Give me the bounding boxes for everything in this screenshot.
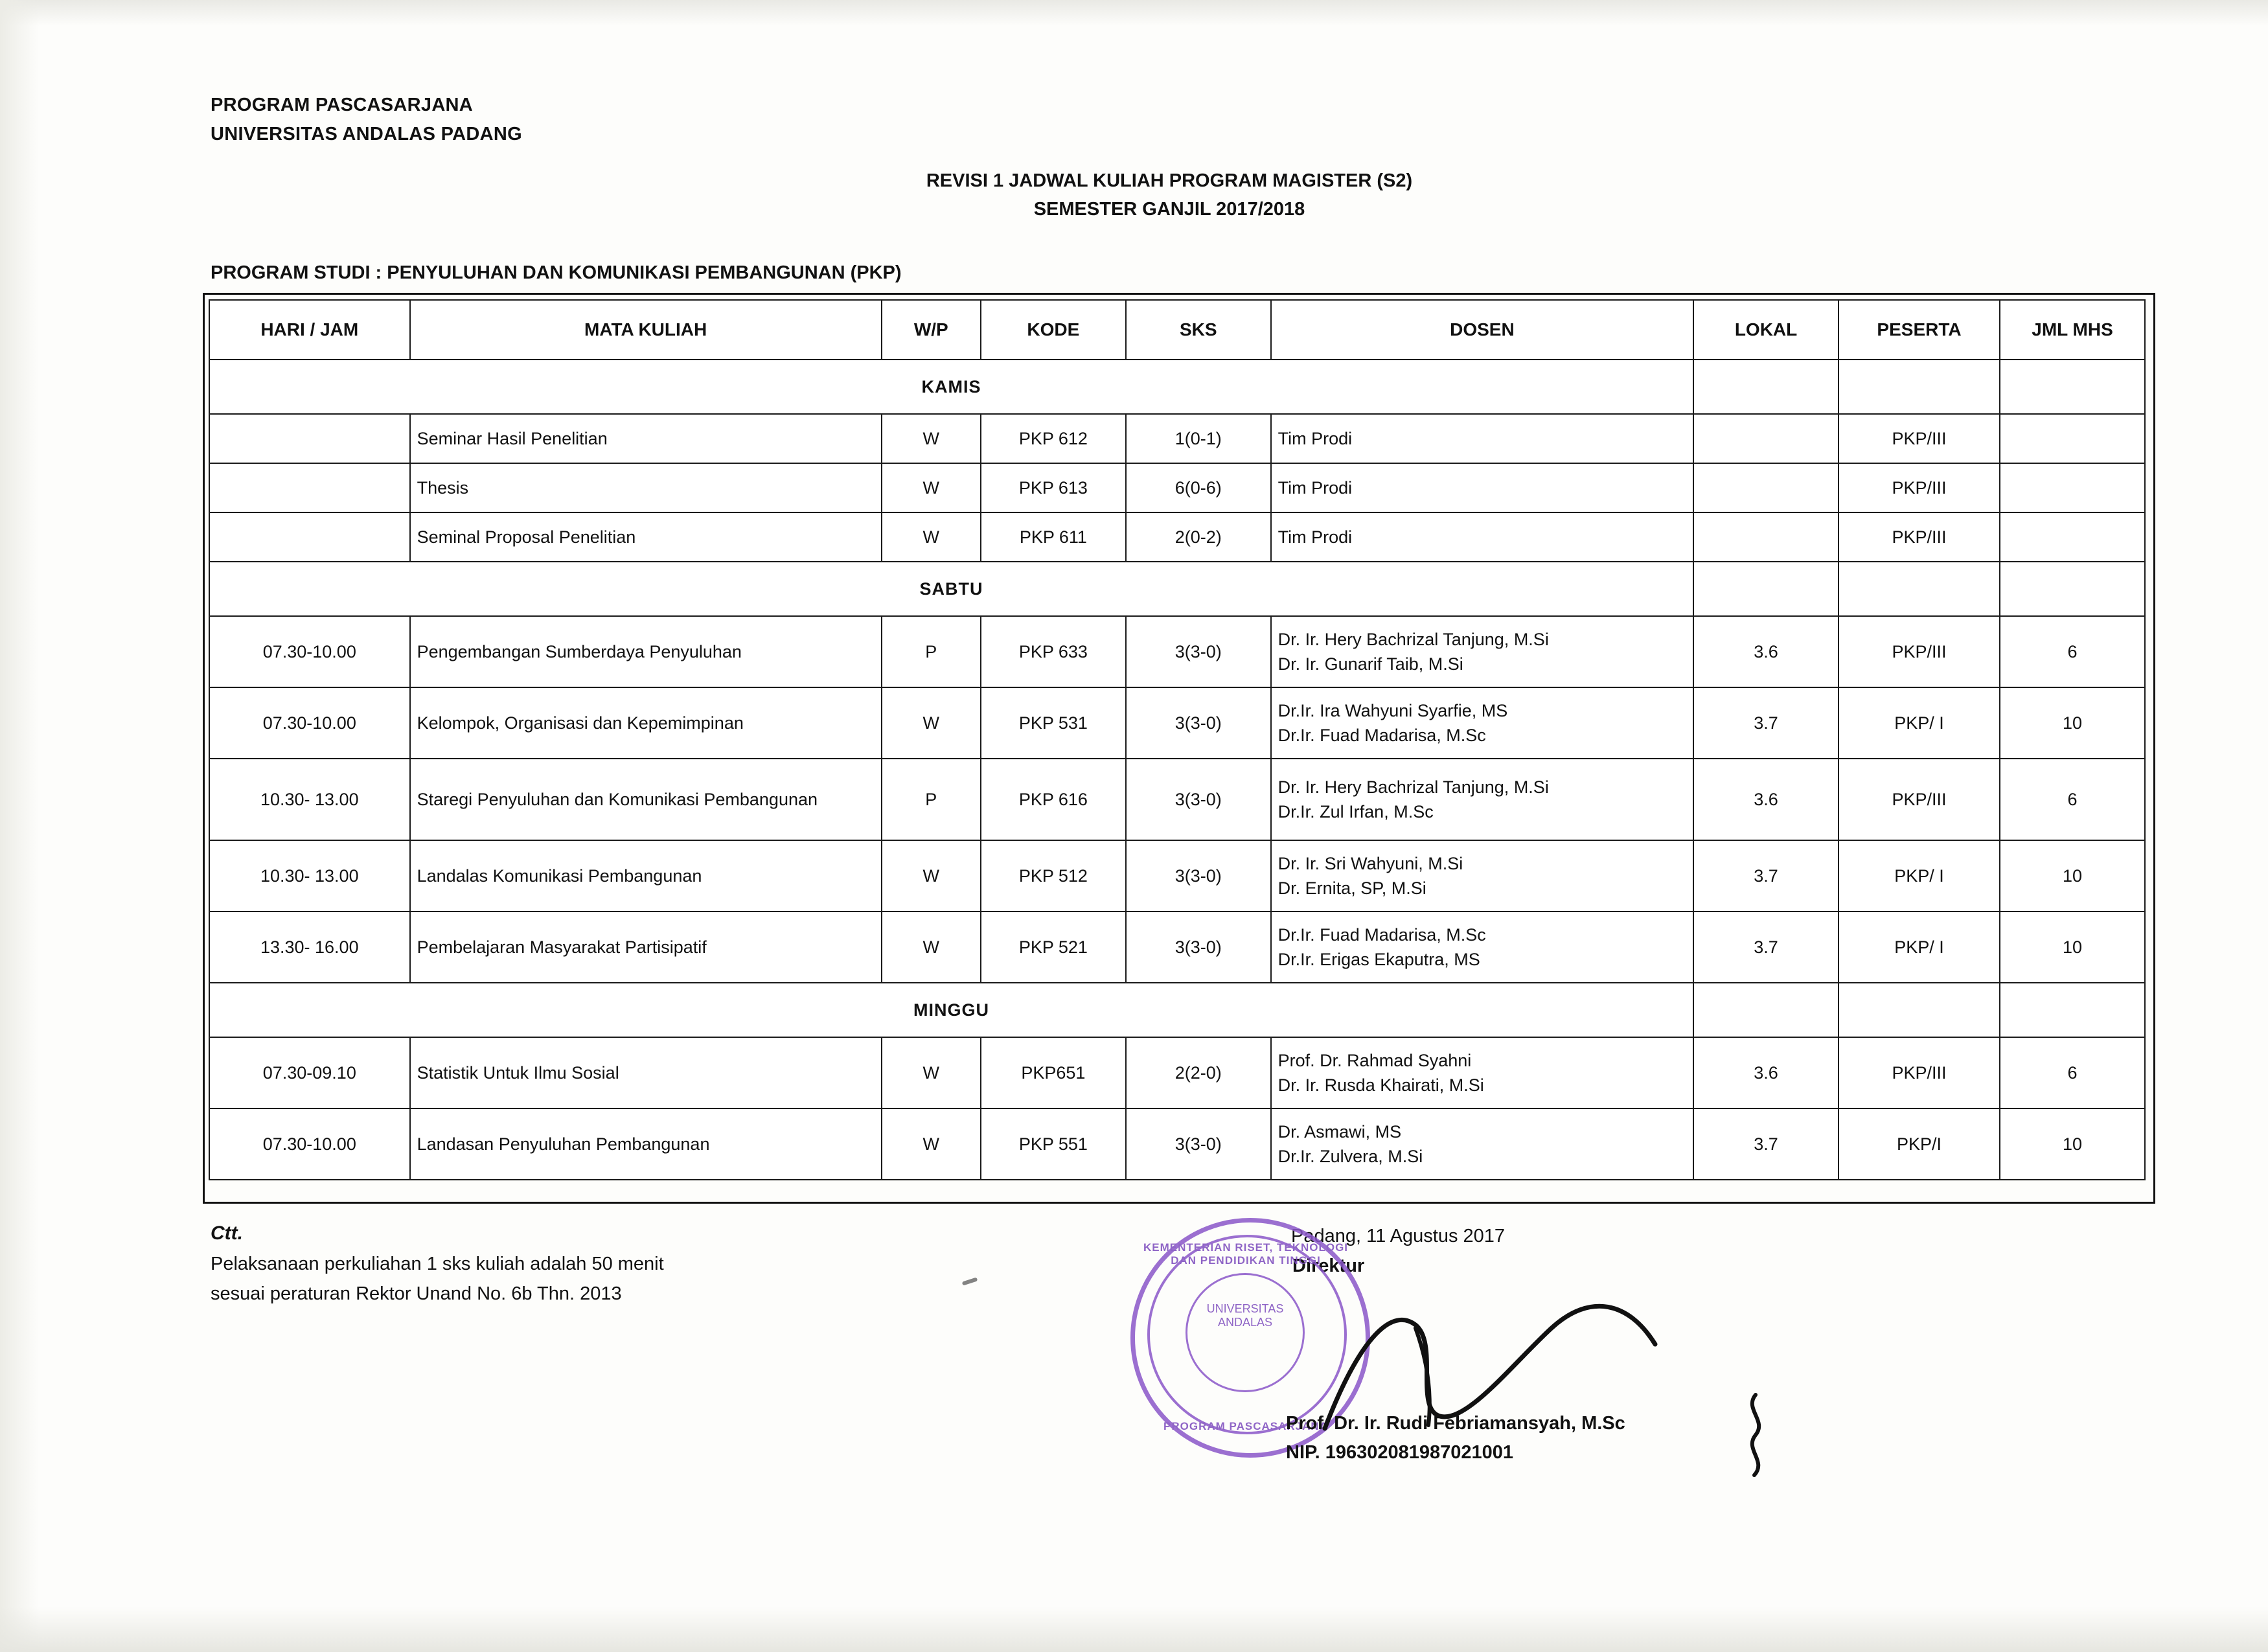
cell-hari-jam: 07.30-09.10 [209, 1037, 410, 1108]
dosen-name: Tim Prodi [1277, 428, 1353, 448]
dosen-name: Dr.Ir. Fuad Madarisa, M.Sc [1277, 924, 1486, 945]
signature-jabatan: Direktur [1292, 1256, 1365, 1277]
dosen-name: Dr.Ir. Erigas Ekaputra, MS [1277, 950, 1480, 969]
notes-title: Ctt. [211, 1222, 243, 1244]
day-separator-row [209, 562, 2145, 616]
dosen-list [1278, 851, 1686, 901]
cell-mata-kuliah: Seminal Proposal Penelitian [410, 512, 882, 562]
cell-kode: PKP 512 [981, 840, 1126, 912]
cell-kode: PKP651 [981, 1037, 1126, 1108]
cell-mata-kuliah: Pengembangan Sumberdaya Penyuluhan [410, 616, 882, 687]
day-separator-blank [2000, 360, 2145, 414]
cell-lokal: 3.6 [1693, 759, 1838, 840]
study-program-line: PROGRAM STUDI : PENYULUHAN DAN KOMUNIKASI PEMBANGUNAN (PKP) [211, 262, 902, 283]
day-separator-blank [2000, 983, 2145, 1037]
cell-hari-jam: 07.30-10.00 [209, 616, 410, 687]
cell-peserta: PKP/ I [1838, 912, 2000, 983]
cell-sks: 6(0-6) [1126, 463, 1271, 512]
cell-jml-mhs [2000, 512, 2145, 562]
table-head [209, 300, 2145, 360]
col-kode: KODE [981, 300, 1126, 360]
notes-block [211, 1218, 664, 1309]
table-row [209, 687, 2145, 759]
cell-sks: 3(3-0) [1126, 759, 1271, 840]
table-row [209, 414, 2145, 463]
cell-lokal: 3.6 [1693, 616, 1838, 687]
dosen-list [1278, 476, 1686, 500]
dosen-list [1278, 1048, 1686, 1098]
cell-peserta: PKP/ I [1838, 687, 2000, 759]
stamp-arc-bottom: PROGRAM PASCASARJANA [1163, 1420, 1328, 1432]
schedule-table [209, 299, 2146, 1180]
stamp-center-text: UNIVERSITAS ANDALAS [1186, 1273, 1305, 1392]
institution-header [211, 91, 522, 149]
day-separator-blank [1838, 983, 2000, 1037]
scan-shadow-left [0, 0, 39, 1652]
dosen-name: Dr.Ir. Zul Irfan, M.Sc [1277, 802, 1434, 821]
cell-wp: W [882, 687, 981, 759]
scan-shadow-top [0, 0, 2268, 26]
institution-line-1: PROGRAM PASCASARJANA [211, 95, 474, 115]
table-row [209, 840, 2145, 912]
cell-kode: PKP 612 [981, 414, 1126, 463]
cell-dosen [1271, 463, 1693, 512]
cell-jml-mhs: 6 [2000, 616, 2145, 687]
cell-peserta: PKP/III [1838, 512, 2000, 562]
cell-lokal: 3.7 [1693, 687, 1838, 759]
table-row [209, 912, 2145, 983]
cell-sks: 2(2-0) [1126, 1037, 1271, 1108]
day-separator-blank [1693, 983, 1838, 1037]
notes-line-1: Pelaksanaan perkuliahan 1 sks kuliah adalah 50 menit [211, 1254, 664, 1274]
cell-wp: W [882, 1037, 981, 1108]
cell-hari-jam: 07.30-10.00 [209, 687, 410, 759]
table-row [209, 463, 2145, 512]
dosen-list [1278, 525, 1686, 549]
cell-kode: PKP 633 [981, 616, 1126, 687]
dosen-name: Dr. Ir. Rusda Khairati, M.Si [1277, 1075, 1484, 1095]
cell-hari-jam: 10.30- 13.00 [209, 759, 410, 840]
dosen-name: Dr.Ir. Zulvera, M.Si [1277, 1147, 1423, 1166]
cell-dosen [1271, 759, 1693, 840]
cell-jml-mhs: 6 [2000, 1037, 2145, 1108]
cell-sks: 3(3-0) [1126, 616, 1271, 687]
cell-jml-mhs: 10 [2000, 1108, 2145, 1180]
cell-peserta: PKP/III [1838, 463, 2000, 512]
cell-lokal [1693, 463, 1838, 512]
cell-jml-mhs: 10 [2000, 840, 2145, 912]
signatory-name: Prof. Dr. Ir. Rudi Febriamansyah, M.Sc [1286, 1413, 1625, 1434]
dosen-name: Dr. Ir. Gunarif Taib, M.Si [1277, 654, 1463, 674]
cell-dosen [1271, 1037, 1693, 1108]
cell-dosen [1271, 414, 1693, 463]
cell-dosen [1271, 840, 1693, 912]
signature-flourish-icon [1736, 1390, 1775, 1480]
day-separator-blank [1838, 562, 2000, 616]
cell-kode: PKP 521 [981, 912, 1126, 983]
signature-place-date: Padang, 11 Agustus 2017 [1291, 1226, 1506, 1246]
cell-jml-mhs: 10 [2000, 912, 2145, 983]
col-sks: SKS [1126, 300, 1271, 360]
cell-lokal: 3.6 [1693, 1037, 1838, 1108]
dosen-name: Tim Prodi [1277, 527, 1353, 547]
day-separator-blank [1838, 360, 2000, 414]
cell-wp: P [882, 616, 981, 687]
col-dosen: DOSEN [1271, 300, 1693, 360]
cell-mata-kuliah: Landasan Penyuluhan Pembangunan [410, 1108, 882, 1180]
table-row [209, 512, 2145, 562]
col-hari-jam: HARI / JAM [209, 300, 410, 360]
signatory-nip: NIP. 196302081987021001 [1286, 1441, 1514, 1463]
dosen-name: Dr. Ernita, SP, M.Si [1277, 878, 1426, 898]
dosen-name: Dr. Ir. Hery Bachrizal Tanjung, M.Si [1277, 777, 1549, 797]
cell-peserta: PKP/III [1838, 759, 2000, 840]
cell-lokal [1693, 414, 1838, 463]
cell-wp: W [882, 1108, 981, 1180]
cell-sks: 3(3-0) [1126, 687, 1271, 759]
cell-lokal: 3.7 [1693, 1108, 1838, 1180]
institution-line-2: UNIVERSITAS ANDALAS PADANG [211, 123, 522, 144]
dosen-name: Tim Prodi [1277, 477, 1353, 498]
cell-peserta: PKP/III [1838, 616, 2000, 687]
table-row [209, 616, 2145, 687]
dosen-name: Dr. Ir. Hery Bachrizal Tanjung, M.Si [1277, 629, 1549, 649]
cell-lokal: 3.7 [1693, 840, 1838, 912]
dosen-name: Prof. Dr. Rahmad Syahni [1277, 1050, 1472, 1070]
cell-jml-mhs [2000, 414, 2145, 463]
document-title [211, 167, 2128, 224]
cell-mata-kuliah: Seminar Hasil Penelitian [410, 414, 882, 463]
cell-dosen [1271, 616, 1693, 687]
cell-hari-jam: 10.30- 13.00 [209, 840, 410, 912]
cell-wp: W [882, 512, 981, 562]
cell-hari-jam [209, 512, 410, 562]
dosen-name: Dr. Ir. Sri Wahyuni, M.Si [1277, 853, 1463, 873]
cell-dosen [1271, 687, 1693, 759]
cell-jml-mhs [2000, 463, 2145, 512]
cell-wp: W [882, 463, 981, 512]
day-separator-blank [1693, 562, 1838, 616]
table-row [209, 1108, 2145, 1180]
col-mata-kuliah: MATA KULIAH [410, 300, 882, 360]
cell-sks: 3(3-0) [1126, 1108, 1271, 1180]
cell-sks: 3(3-0) [1126, 912, 1271, 983]
day-label: KAMIS [209, 360, 1693, 414]
document-title-line-1: REVISI 1 JADWAL KULIAH PROGRAM MAGISTER (S2) [926, 170, 1413, 191]
cell-kode: PKP 613 [981, 463, 1126, 512]
day-label: MINGGU [209, 983, 1693, 1037]
cell-mata-kuliah: Thesis [410, 463, 882, 512]
stamp-arc-top: KEMENTERIAN RISET, TEKNOLOGI DAN PENDIDIKAN TINGGI [1143, 1241, 1349, 1267]
cell-wp: W [882, 414, 981, 463]
cell-mata-kuliah: Landalas Komunikasi Pembangunan [410, 840, 882, 912]
cell-kode: PKP 611 [981, 512, 1126, 562]
table-header-row [209, 300, 2145, 360]
day-separator-row [209, 360, 2145, 414]
dosen-name: Dr.Ir. Ira Wahyuni Syarfie, MS [1277, 700, 1508, 720]
table-row [209, 759, 2145, 840]
scan-shadow-bottom [0, 1607, 2268, 1652]
col-jml-mhs: JML MHS [2000, 300, 2145, 360]
cell-dosen [1271, 912, 1693, 983]
notes-line-2: sesuai peraturan Rektor Unand No. 6b Thn. 2013 [211, 1283, 622, 1305]
cell-hari-jam [209, 414, 410, 463]
col-lokal: LOKAL [1693, 300, 1838, 360]
cell-peserta: PKP/ I [1838, 840, 2000, 912]
cell-hari-jam: 13.30- 16.00 [209, 912, 410, 983]
cell-sks: 1(0-1) [1126, 414, 1271, 463]
cell-peserta: PKP/III [1838, 1037, 2000, 1108]
table-body [209, 360, 2145, 1180]
dosen-list [1278, 627, 1686, 677]
cell-lokal: 3.7 [1693, 912, 1838, 983]
table-row [209, 1037, 2145, 1108]
cell-dosen [1271, 1108, 1693, 1180]
day-separator-blank [1693, 360, 1838, 414]
cell-kode: PKP 531 [981, 687, 1126, 759]
dosen-list [1278, 426, 1686, 451]
dosen-list [1278, 1119, 1686, 1169]
cell-lokal [1693, 512, 1838, 562]
cell-kode: PKP 551 [981, 1108, 1126, 1180]
col-peserta: PESERTA [1838, 300, 2000, 360]
cell-dosen [1271, 512, 1693, 562]
cell-sks: 3(3-0) [1126, 840, 1271, 912]
cell-sks: 2(0-2) [1126, 512, 1271, 562]
col-wp: W/P [882, 300, 981, 360]
cell-hari-jam [209, 463, 410, 512]
cell-mata-kuliah: Staregi Penyuluhan dan Komunikasi Pembangunan [410, 759, 882, 840]
cell-mata-kuliah: Pembelajaran Masyarakat Partisipatif [410, 912, 882, 983]
dosen-list [1278, 775, 1686, 825]
cell-peserta: PKP/III [1838, 414, 2000, 463]
day-label: SABTU [209, 562, 1693, 616]
signatory-block [1286, 1409, 1625, 1467]
dosen-list [1278, 923, 1686, 972]
cell-hari-jam: 07.30-10.00 [209, 1108, 410, 1180]
cell-jml-mhs: 6 [2000, 759, 2145, 840]
dosen-name: Dr. Asmawi, MS [1277, 1121, 1402, 1141]
cell-mata-kuliah: Kelompok, Organisasi dan Kepemimpinan [410, 687, 882, 759]
dosen-list [1278, 698, 1686, 748]
cell-wp: W [882, 912, 981, 983]
cell-mata-kuliah: Statistik Untuk Ilmu Sosial [410, 1037, 882, 1108]
cell-kode: PKP 616 [981, 759, 1126, 840]
cell-jml-mhs: 10 [2000, 687, 2145, 759]
dosen-name: Dr.Ir. Fuad Madarisa, M.Sc [1277, 726, 1486, 745]
cell-wp: W [882, 840, 981, 912]
cell-peserta: PKP/I [1838, 1108, 2000, 1180]
document-title-line-2: SEMESTER GANJIL 2017/2018 [1033, 198, 1305, 220]
day-separator-blank [2000, 562, 2145, 616]
cell-wp: P [882, 759, 981, 840]
scan-artifact [962, 1277, 978, 1285]
day-separator-row [209, 983, 2145, 1037]
